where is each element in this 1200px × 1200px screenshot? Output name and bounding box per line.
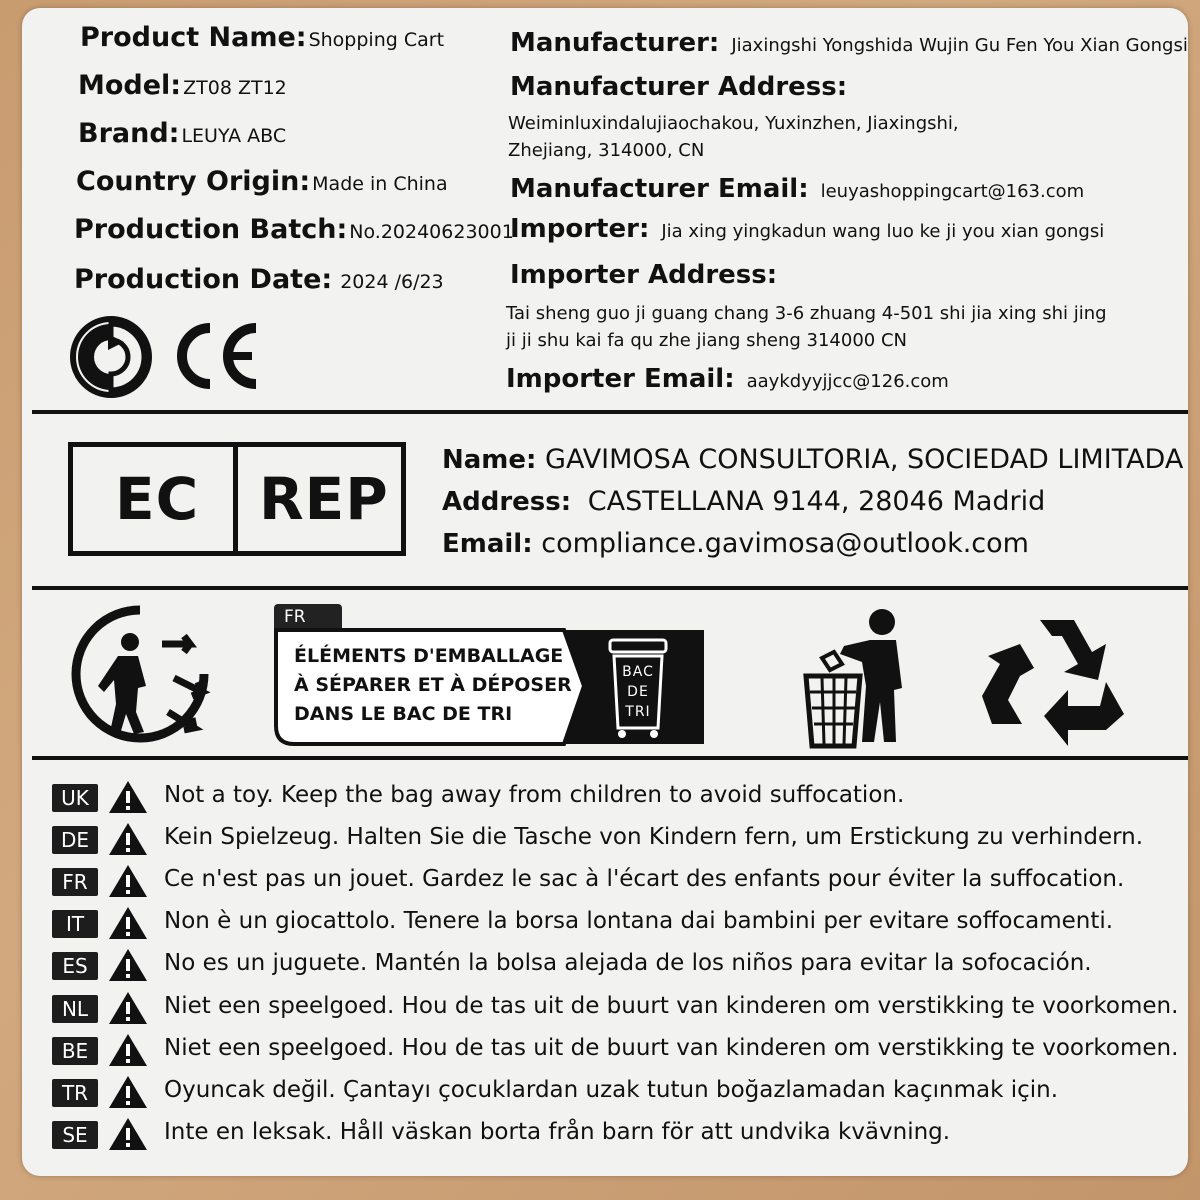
brand-label: Brand: xyxy=(78,118,180,149)
importer-email-value: aaykdyyjjcc@126.com xyxy=(746,371,949,392)
importer-email-row xyxy=(506,364,949,394)
importer-email-label: Importer Email: xyxy=(506,364,735,394)
divider-line xyxy=(32,586,1188,590)
manufacturer-email-row xyxy=(510,174,1084,204)
language-code-badge: UK xyxy=(52,784,98,812)
warning-row xyxy=(52,1117,1188,1155)
manufacturer-address-line2: Zhejiang, 314000, CN xyxy=(508,140,705,161)
warning-text: Niet een speelgoed. Hou de tas uit de buurt van kinderen om verstikking te voorkomen. xyxy=(164,992,1179,1019)
warning-icon xyxy=(108,1033,148,1067)
language-code-badge: NL xyxy=(52,995,98,1023)
green-dot-icon xyxy=(68,314,154,400)
language-code-badge: BE xyxy=(52,1037,98,1065)
importer-address-row xyxy=(510,260,777,290)
warning-icon xyxy=(108,1117,148,1151)
ec-rep-divider xyxy=(233,447,238,551)
model-label: Model: xyxy=(78,70,182,101)
warning-icon xyxy=(108,864,148,898)
production-batch-row xyxy=(74,214,514,245)
ce-mark-icon xyxy=(168,320,264,392)
warning-icon xyxy=(108,1075,148,1109)
bin-label-line1: BAC xyxy=(622,664,654,680)
production-date-row xyxy=(74,264,444,295)
language-code-badge: TR xyxy=(52,1079,98,1107)
importer-address xyxy=(506,300,1107,354)
product-name-label: Product Name: xyxy=(80,22,307,53)
production-batch-label: Production Batch: xyxy=(74,214,348,245)
warning-icon xyxy=(108,780,148,814)
warning-text: No es un juguete. Mantén la bolsa alejada de los niños para evitar la sofocación. xyxy=(164,950,1092,977)
ec-rep-address-value: CASTELLANA 9144, 28046 Madrid xyxy=(587,486,1046,517)
triman-line3: DANS LE BAC DE TRI xyxy=(294,703,513,725)
manufacturer-row xyxy=(510,28,1188,58)
recycle-icon xyxy=(982,608,1132,748)
compliance-label xyxy=(22,8,1188,1176)
manufacturer-email-label: Manufacturer Email: xyxy=(510,174,809,204)
warning-row xyxy=(52,1033,1188,1071)
triman-icon xyxy=(66,600,214,748)
warning-icon xyxy=(108,991,148,1025)
ec-rep-email-label: Email: xyxy=(442,529,533,559)
warning-text: Oyuncak değil. Çantayı çocuklardan uzak tutun boğazlamadan kaçınmak için. xyxy=(164,1076,1059,1103)
divider-line xyxy=(32,410,1188,414)
warning-row xyxy=(52,822,1188,860)
ec-rep-name-row xyxy=(442,444,1183,475)
warning-row xyxy=(52,906,1188,944)
manufacturer-address-label: Manufacturer Address: xyxy=(510,72,848,102)
model-row xyxy=(78,70,287,101)
divider-line xyxy=(32,756,1188,760)
model-value: ZT08 ZT12 xyxy=(183,77,287,99)
language-code-badge: SE xyxy=(52,1121,98,1149)
warning-text: Ce n'est pas un jouet. Gardez le sac à l'écart des enfants pour éviter la suffocation. xyxy=(164,866,1125,893)
rep-text: REP xyxy=(259,465,389,533)
importer-row xyxy=(510,214,1104,244)
ec-rep-address-label: Address: xyxy=(442,487,572,517)
ec-rep-email-value: compliance.gavimosa@outlook.com xyxy=(541,528,1029,559)
production-batch-value: No.20240623001 xyxy=(349,221,514,243)
manufacturer-label: Manufacturer: xyxy=(510,28,720,58)
manufacturer-address-line1: Weiminluxindalujiaochakou, Yuxinzhen, Jiaxingshi, xyxy=(508,113,959,134)
triman-line2: À SÉPARER ET À DÉPOSER xyxy=(294,674,572,696)
importer-address-line1: Tai sheng guo ji guang chang 3-6 zhuang 4-501 shi jia xing shi jing xyxy=(506,303,1107,324)
ec-rep-name-value: GAVIMOSA CONSULTORIA, SOCIEDAD LIMITADA xyxy=(545,444,1184,475)
warning-row xyxy=(52,1075,1188,1113)
language-code-badge: ES xyxy=(52,952,98,980)
country-origin-label: Country Origin: xyxy=(76,166,311,197)
production-date-label: Production Date: xyxy=(74,264,333,295)
ec-rep-box xyxy=(68,442,406,556)
importer-address-line2: ji ji shu kai fa qu zhe jiang sheng 314000 CN xyxy=(506,330,907,351)
brand-value: LEUYA ABC xyxy=(181,125,287,147)
warning-icon xyxy=(108,822,148,856)
ec-rep-address-row xyxy=(442,486,1045,517)
warning-icon xyxy=(108,906,148,940)
bin-label-line2: DE xyxy=(627,684,649,700)
warning-text: Non è un giocattolo. Tenere la borsa lontana dai bambini per evitare soffocamenti. xyxy=(164,908,1114,935)
warning-row xyxy=(52,991,1188,1029)
fr-country-badge: FR xyxy=(274,604,342,630)
product-name-row xyxy=(80,22,444,53)
importer-value: Jia xing yingkadun wang luo ke ji you xian gongsi xyxy=(661,221,1105,242)
triman-text xyxy=(294,642,572,729)
importer-label: Importer: xyxy=(510,214,650,244)
production-date-value: 2024 /6/23 xyxy=(340,271,444,293)
warning-row xyxy=(52,864,1188,902)
product-name-value: Shopping Cart xyxy=(308,29,445,51)
warning-row xyxy=(52,948,1188,986)
ec-rep-email-row xyxy=(442,528,1029,559)
warning-row xyxy=(52,780,1188,818)
brand-row xyxy=(78,118,286,149)
warning-icon xyxy=(108,948,148,982)
language-code-badge: IT xyxy=(52,910,98,938)
tidyman-icon xyxy=(800,602,920,750)
manufacturer-address xyxy=(508,110,959,164)
ec-rep-name-label: Name: xyxy=(442,445,537,475)
country-origin-row xyxy=(76,166,448,197)
bin-label-line3: TRI xyxy=(625,704,651,720)
importer-address-label: Importer Address: xyxy=(510,260,778,290)
triman-line1: ÉLÉMENTS D'EMBALLAGE xyxy=(294,645,564,667)
language-code-badge: DE xyxy=(52,826,98,854)
manufacturer-email-value: leuyashoppingcart@163.com xyxy=(820,181,1085,202)
warning-text: Kein Spielzeug. Halten Sie die Tasche von Kindern fern, um Erstickung zu verhindern. xyxy=(164,824,1144,851)
warning-text: Not a toy. Keep the bag away from children to avoid suffocation. xyxy=(164,782,905,808)
warning-text: Inte en leksak. Håll väskan borta från barn för att undvika kvävning. xyxy=(164,1118,951,1145)
language-code-badge: FR xyxy=(52,868,98,896)
warning-text: Niet een speelgoed. Hou de tas uit de buurt van kinderen om verstikking te voorkomen. xyxy=(164,1034,1179,1061)
country-origin-value: Made in China xyxy=(312,173,448,195)
manufacturer-address-row xyxy=(510,72,847,102)
ec-text: EC xyxy=(115,465,200,533)
manufacturer-value: Jiaxingshi Yongshida Wujin Gu Fen You Xian Gongsi xyxy=(731,35,1188,56)
